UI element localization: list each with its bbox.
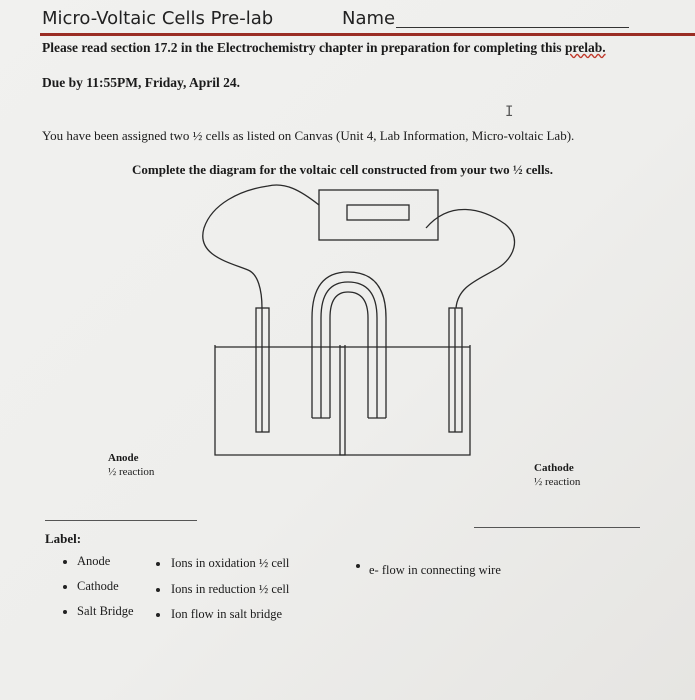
cathode-beaker [340, 345, 470, 455]
label-item-salt-bridge-ion-flow: Ion flow in salt bridge [171, 607, 283, 621]
label-item-salt-bridge: Salt Bridge [77, 604, 134, 618]
bullet-icon [156, 613, 160, 617]
cathode-half-reaction-label: ½ reaction [534, 476, 581, 488]
reading-instruction-text: Please read section 17.2 in the Electrochemistry chapter in preparation for completing this [42, 40, 565, 55]
salt-bridge-outer [312, 272, 386, 418]
left-connecting-wire [203, 185, 319, 308]
bullet-icon [63, 610, 67, 614]
label-heading: Label: [45, 531, 82, 546]
bullet-icon [356, 564, 360, 568]
prelab-misspelled-word: prelab. [564, 40, 606, 55]
voltmeter-box [319, 190, 438, 240]
assignment-note: You have been assigned two ½ cells as listed on Canvas (Unit 4, Lab Information, Micro-voltaic Lab). [42, 128, 575, 143]
text-cursor-icon: I [505, 104, 514, 120]
salt-bridge-inner [330, 292, 368, 418]
bullet-icon [156, 562, 160, 566]
due-date: Due by 11:55PM, Friday, April 24. [42, 75, 241, 90]
name-label: Name [342, 8, 396, 29]
anode-beaker [215, 345, 345, 455]
label-item-cathode: Cathode [77, 579, 119, 593]
anode-reaction-blank [45, 520, 197, 521]
label-item-reduction-ions: Ions in reduction ½ cell [171, 582, 290, 596]
label-item-oxidation-ions: Ions in oxidation ½ cell [171, 556, 290, 570]
cathode-reaction-blank [474, 527, 640, 528]
cathode-label: Cathode [534, 462, 574, 474]
label-item-anode: Anode [77, 554, 111, 568]
right-connecting-wire [426, 209, 514, 308]
bullet-icon [63, 560, 67, 564]
anode-label: Anode [108, 452, 139, 464]
worksheet-title: Micro-Voltaic Cells Pre-lab [42, 8, 274, 29]
label-item-electron-flow: e- flow in connecting wire [369, 563, 501, 577]
anode-half-reaction-label: ½ reaction [108, 466, 155, 478]
bullet-icon [156, 588, 160, 592]
bullet-icon [63, 585, 67, 589]
diagram-instruction: Complete the diagram for the voltaic cell constructed from your two ½ cells. [132, 162, 553, 177]
voltmeter-display [347, 205, 409, 220]
